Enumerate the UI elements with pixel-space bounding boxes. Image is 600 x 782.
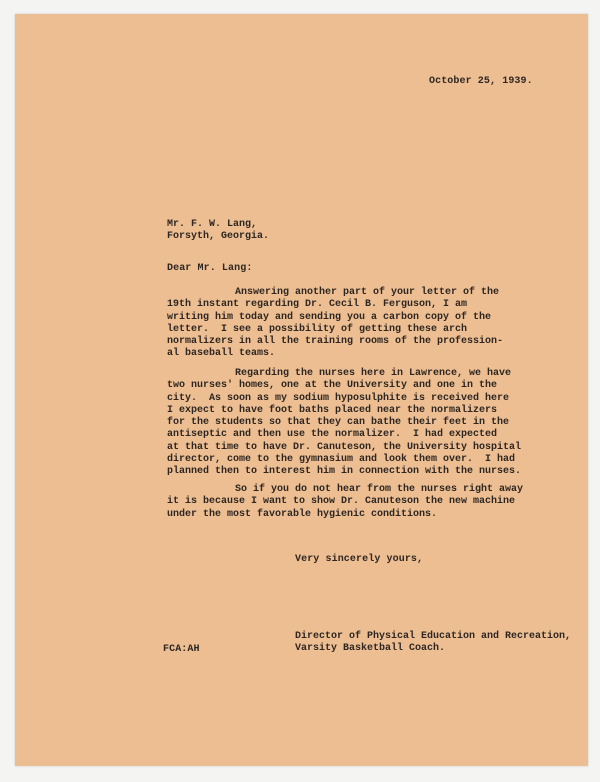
typist-initials: FCA:AH — [163, 644, 200, 655]
text-line: I expect to have foot baths placed near the normalizers — [167, 404, 498, 416]
closing: Very sincerely yours, — [295, 554, 424, 565]
text-line: antiseptic and then use the normalizer. I had expected — [167, 429, 498, 441]
text-line: at that time to have Dr. Canuteson, the University hospital — [167, 441, 522, 453]
salutation: Dear Mr. Lang: — [167, 263, 253, 274]
signature-line: Director of Physical Education and Recreation, — [295, 631, 572, 642]
text-line: city. As soon as my sodium hyposulphite is received here — [167, 392, 510, 404]
letter-page — [15, 14, 588, 766]
text-line: planned then to interest him in connection with the nurses. — [167, 466, 522, 478]
paragraph-2 — [167, 368, 521, 479]
text-line: writing him today and sending you a carbon copy of the — [167, 311, 492, 323]
recipient-address — [167, 219, 269, 244]
text-line: it is because I want to show Dr. Canuteson the new machine — [167, 496, 516, 508]
text-line: Regarding the nurses here in Lawrence, we have — [235, 368, 512, 379]
letter-date: October 25, 1939. — [429, 76, 533, 87]
text-line: two nurses' homes, one at the University and one in the — [167, 380, 498, 392]
text-line: 19th instant regarding Dr. Cecil B. Ferguson, I am — [167, 299, 468, 311]
text-line: for the students so that they can bathe their feet in the — [167, 417, 510, 429]
signature-line: Varsity Basketball Coach. — [295, 643, 446, 655]
text-line: letter. I see a possibility of getting these arch — [167, 323, 468, 335]
recipient-line: Mr. F. W. Lang, — [167, 219, 258, 230]
text-line: So if you do not hear from the nurses right away — [235, 484, 524, 495]
text-line: Answering another part of your letter of the — [235, 287, 500, 298]
text-line: normalizers in all the training rooms of the profession- — [167, 336, 504, 348]
paragraph-3 — [167, 484, 523, 521]
recipient-line: Forsyth, Georgia. — [167, 231, 270, 243]
text-line: al baseball teams. — [167, 348, 276, 360]
paragraph-1 — [167, 287, 503, 361]
text-line: under the most favorable hygienic conditions. — [167, 508, 438, 520]
signature-title — [295, 631, 571, 656]
text-line: director, come to the gymnasium and look them over. I had — [167, 454, 516, 466]
